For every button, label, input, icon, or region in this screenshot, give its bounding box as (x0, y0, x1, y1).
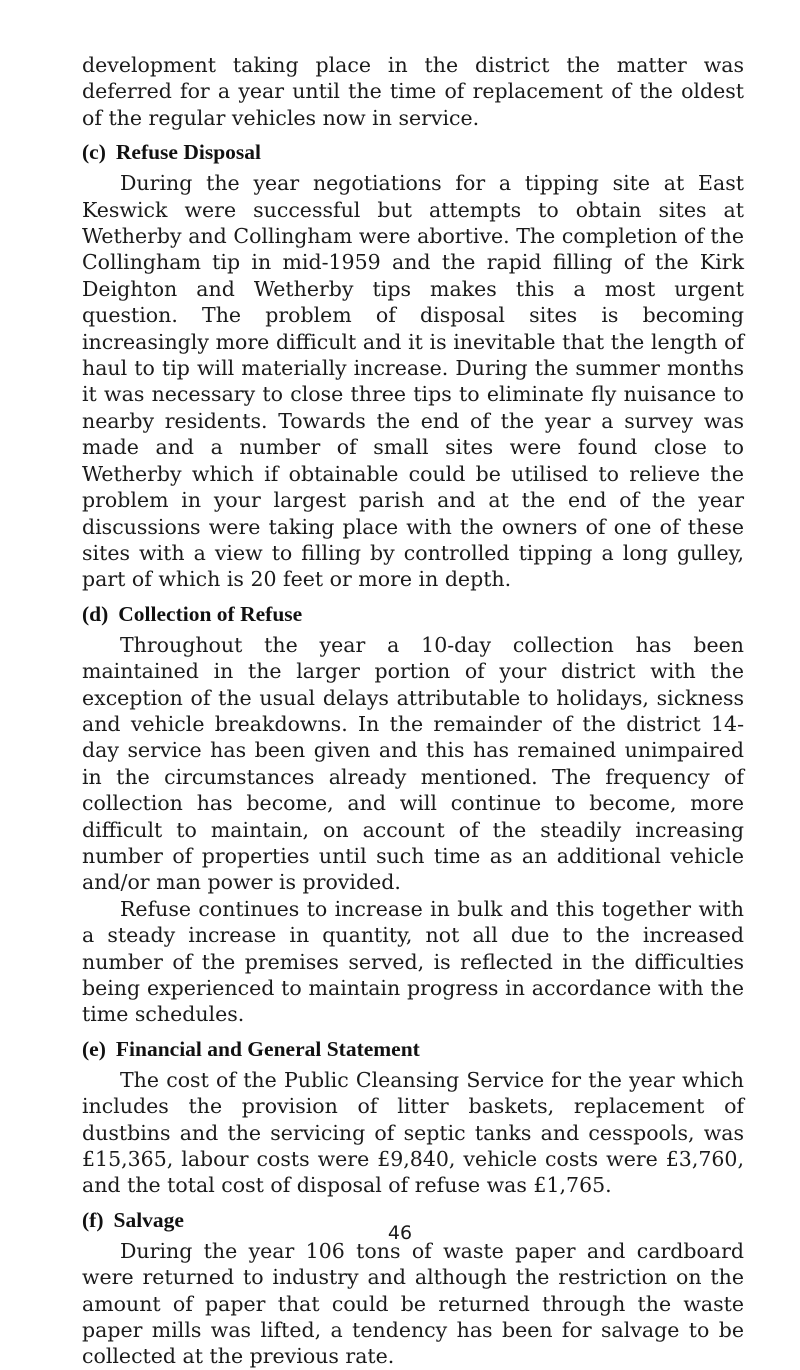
section-label: (d) (82, 601, 109, 626)
section-label: (c) (82, 140, 106, 165)
section-financial-statement (82, 1036, 744, 1199)
section-title: Collection of Refuse (118, 601, 303, 626)
section-label: (f) (82, 1207, 104, 1232)
section-refuse-disposal (82, 139, 744, 593)
section-title: Refuse Disposal (115, 140, 262, 165)
section-title: Financial and General Statement (115, 1036, 420, 1061)
section-label: (e) (82, 1036, 106, 1061)
body-paragraph: Refuse continues to increase in bulk and this together with a steady increase in quantity, not all due to the increased number of the premises served, is reflected in the difficulties being experienced to maintain progress in accordance with the time schedules. (82, 896, 744, 1027)
intro-paragraph: development taking place in the district the matter was deferred for a year until the time of replacement of the oldest of the regular vehicles now in service. (82, 53, 744, 130)
page-number: 46 (387, 1222, 413, 1244)
section-heading (82, 1036, 744, 1062)
body-paragraph: During the year negotiations for a tipping site at East Keswick were successful but attempts to obtain sites at Wetherby and Collingham were abortive. The completion of the Collingham tip in mid-1959 and the rapid filling of the Kirk Deighton and Wetherby tips makes this a most urgent question. The problem of disposal sites is becoming increasingly more difficult and it is inevitable that the length of haul to tip will materially increase. During the summer months it was necessary to close three tips to eliminate fly nuisance to nearby residents. Towards the end of the year a survey was made and a number of small sites were found close to Wetherby which if obtainable could be utilised to relieve the problem in your largest parish and at the end of the year discussions were taking place with the owners of one of these sites with a view to filling by controlled tipping a long gulley, part of which is 20 feet or more in depth. (82, 171, 744, 592)
section-heading (82, 139, 744, 165)
section-collection-of-refuse (82, 601, 744, 1028)
section-title: Salvage (113, 1207, 184, 1232)
document-page (82, 52, 744, 1370)
section-heading (82, 601, 744, 627)
body-paragraph: Throughout the year a 10-day collection has been maintained in the larger portion of your district with the exception of the usual delays attributable to holidays, sickness and vehicle breakdowns. In the remainder of the district 14-day service has been given and this has remained unimpaired in the circumstances already mentioned. The frequency of collection has become, and will continue to become, more difficult to maintain, on account of the steadily increasing number of properties until such time as an additional vehicle and/or man power is provided. (82, 632, 744, 895)
body-paragraph: The cost of the Public Cleansing Service for the year which includes the provision of litter baskets, replacement of dustbins and the servicing of septic tanks and cesspools, was £15,365, labour costs were £9,840, vehicle costs were £3,760, and the total cost of disposal of refuse was £1,765. (82, 1067, 744, 1198)
body-paragraph: During the year 106 tons of waste paper and cardboard were returned to industry and although the restriction on the amount of paper that could be returned through the waste paper mills was lifted, a tendency has been for salvage to be collected at the previous rate. (82, 1238, 744, 1369)
